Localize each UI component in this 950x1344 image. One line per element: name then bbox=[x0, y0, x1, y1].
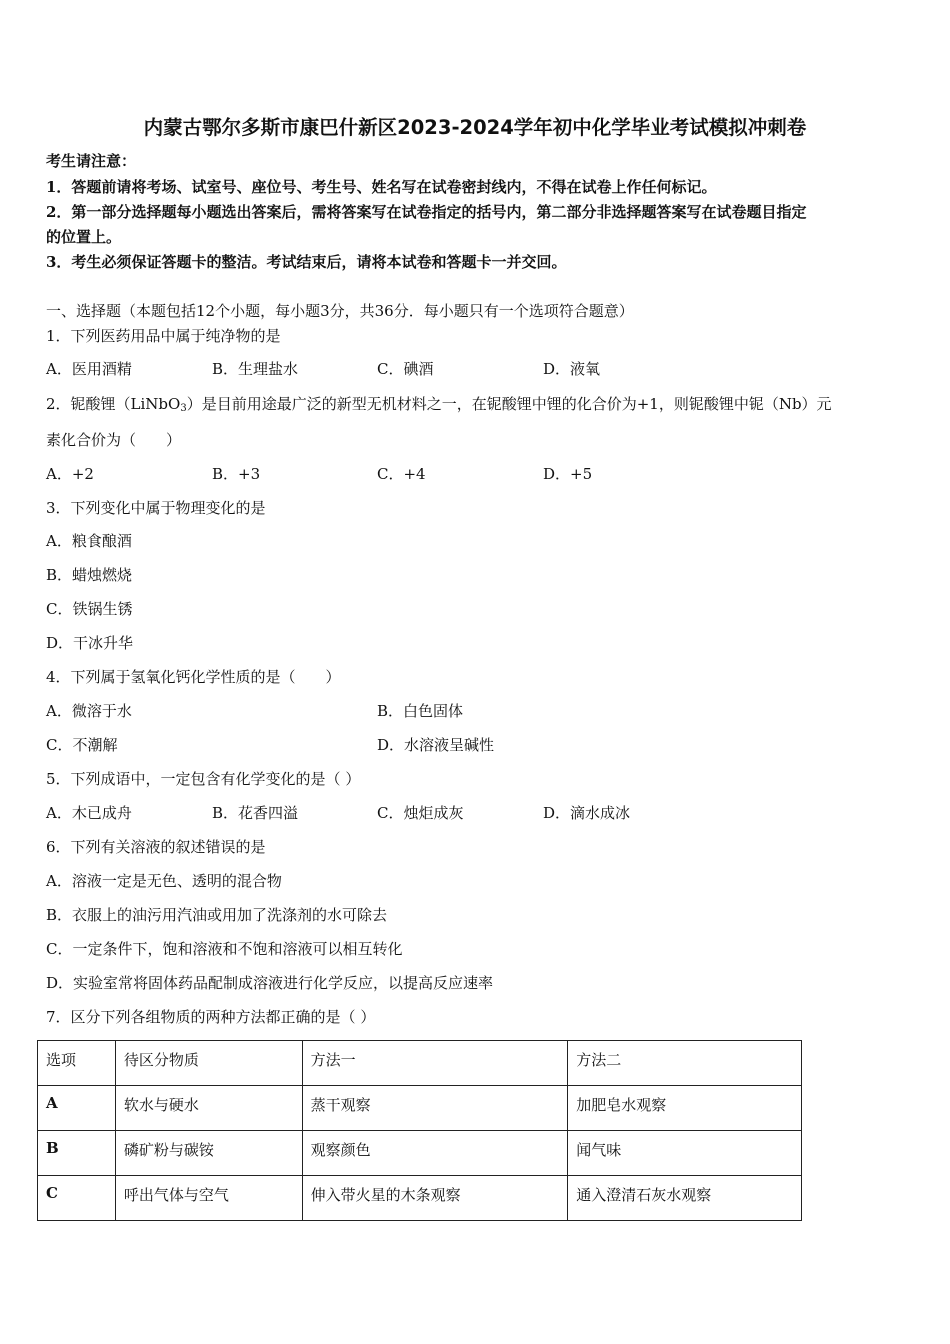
q6-option-d: D．实验室常将固体药品配制成溶液进行化学反应，以提高反应速率 bbox=[46, 974, 494, 992]
q4-option-b: B．白色固体 bbox=[377, 702, 464, 720]
table-cell: 蒸干观察 bbox=[302, 1086, 568, 1131]
question-7-stem: 7．区分下列各组物质的两种方法都正确的是（ ） bbox=[46, 1008, 376, 1026]
question-6-stem: 6．下列有关溶液的叙述错误的是 bbox=[46, 838, 266, 856]
notice-heading: 考生请注意： bbox=[46, 152, 137, 170]
notice-item: 的位置上。 bbox=[46, 228, 122, 246]
question-4-stem: 4．下列属于氢氧化钙化学性质的是（ ） bbox=[46, 668, 341, 686]
table-header-cell: 方法一 bbox=[302, 1041, 568, 1086]
q2-stem-part: ）是目前用途最广泛的新型无机材料之一，在铌酸锂中锂的化合价为+1，则铌酸锂中铌（Nb）元 bbox=[186, 395, 832, 413]
section-heading: 一、选择题（本题包括12个小题，每小题3分，共36分．每小题只有一个选项符合题意） bbox=[46, 302, 634, 320]
table-row bbox=[38, 1176, 802, 1221]
table-cell: 加肥皂水观察 bbox=[568, 1086, 802, 1131]
notice-item: 2．第一部分选择题每小题选出答案后，需将答案写在试卷指定的括号内，第二部分非选择题答案写在试卷题目指定 bbox=[46, 203, 807, 221]
q4-option-d: D．水溶液呈碱性 bbox=[377, 736, 495, 754]
q5-option-c: C．烛炬成灰 bbox=[377, 804, 464, 822]
table-cell: 观察颜色 bbox=[302, 1131, 568, 1176]
q3-option-c: C．铁锅生锈 bbox=[46, 600, 133, 618]
table-header-row bbox=[38, 1041, 802, 1086]
table-cell: A bbox=[38, 1086, 116, 1131]
table-cell: 通入澄清石灰水观察 bbox=[568, 1176, 802, 1221]
q2-option-b: B．+3 bbox=[212, 465, 261, 483]
question-1-stem: 1．下列医药用品中属于纯净物的是 bbox=[46, 327, 281, 345]
question-2-stem bbox=[46, 394, 832, 419]
table-header-cell: 选项 bbox=[38, 1041, 116, 1086]
q2-stem-part: 2．铌酸锂（LiNbO bbox=[46, 395, 181, 413]
q1-option-c: C．碘酒 bbox=[377, 360, 434, 378]
q6-option-a: A．溶液一定是无色、透明的混合物 bbox=[46, 872, 282, 890]
comparison-table bbox=[37, 1040, 802, 1221]
q3-option-b: B．蜡烛燃烧 bbox=[46, 566, 133, 584]
notice-item: 1．答题前请将考场、试室号、座位号、考生号、姓名写在试卷密封线内，不得在试卷上作任何标记。 bbox=[46, 178, 717, 196]
q4-option-c: C．不潮解 bbox=[46, 736, 118, 754]
table-cell: 呼出气体与空气 bbox=[115, 1176, 302, 1221]
table-row bbox=[38, 1131, 802, 1176]
q6-option-b: B．衣服上的油污用汽油或用加了洗涤剂的水可除去 bbox=[46, 906, 388, 924]
q1-option-a: A．医用酒精 bbox=[46, 360, 132, 378]
table-cell: 磷矿粉与碳铵 bbox=[115, 1131, 302, 1176]
q2-subscript: 3 bbox=[180, 403, 187, 414]
question-5-stem: 5．下列成语中，一定包含有化学变化的是（ ） bbox=[46, 770, 361, 788]
q4-option-a: A．微溶于水 bbox=[46, 702, 132, 720]
page-title: 内蒙古鄂尔多斯市康巴什新区2023-2024学年初中化学毕业考试模拟冲刺卷 bbox=[143, 116, 807, 139]
table-cell: 软水与硬水 bbox=[115, 1086, 302, 1131]
q2-option-a: A．+2 bbox=[46, 465, 94, 483]
q1-option-d: D．液氧 bbox=[543, 360, 601, 378]
q5-option-a: A．木已成舟 bbox=[46, 804, 132, 822]
table-row bbox=[38, 1086, 802, 1131]
table-cell: B bbox=[38, 1131, 116, 1176]
question-2-stem-cont: 素化合价为（ ） bbox=[46, 431, 182, 449]
q6-option-c: C．一定条件下，饱和溶液和不饱和溶液可以相互转化 bbox=[46, 940, 403, 958]
table-cell: 伸入带火星的木条观察 bbox=[302, 1176, 568, 1221]
question-3-stem: 3．下列变化中属于物理变化的是 bbox=[46, 499, 266, 517]
table-cell: C bbox=[38, 1176, 116, 1221]
q1-option-b: B．生理盐水 bbox=[212, 360, 299, 378]
q3-option-a: A．粮食酿酒 bbox=[46, 532, 132, 550]
q2-option-c: C．+4 bbox=[377, 465, 426, 483]
q3-option-d: D．干冰升华 bbox=[46, 634, 134, 652]
table-header-cell: 待区分物质 bbox=[115, 1041, 302, 1086]
q5-option-b: B．花香四溢 bbox=[212, 804, 299, 822]
table-cell: 闻气味 bbox=[568, 1131, 802, 1176]
notice-item: 3．考生必须保证答题卡的整洁。考试结束后，请将本试卷和答题卡一并交回。 bbox=[46, 253, 567, 271]
q2-option-d: D．+5 bbox=[543, 465, 593, 483]
q5-option-d: D．滴水成冰 bbox=[543, 804, 631, 822]
table-header-cell: 方法二 bbox=[568, 1041, 802, 1086]
